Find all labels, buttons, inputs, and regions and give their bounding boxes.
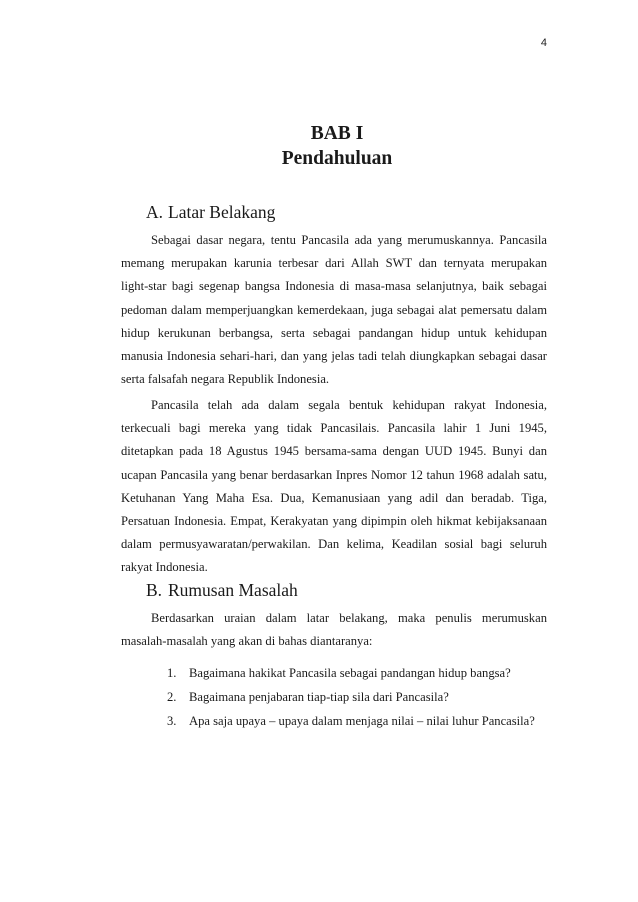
list-item — [167, 661, 535, 685]
paragraph-line: Sebagai dasar negara, tentu Pancasila ada yang merumuskannya. Pancasila — [151, 233, 547, 247]
section-a-heading — [146, 202, 275, 223]
chapter-heading — [0, 121, 638, 171]
list-text: Bagaimana penjabaran tiap-tiap sila dari Pancasila? — [189, 690, 449, 704]
paragraph-line: Ketuhanan Yang Maha Esa. Dua, Kemanusiaan yang adil dan beradab. Tiga, — [121, 490, 547, 505]
paragraph-line: dalam permusyawaratan/perwakilan. Dan kelima, Keadilan sosial bagi seluruh — [121, 537, 547, 552]
list-number: 3. — [167, 714, 177, 728]
section-b-letter: B. — [146, 580, 163, 600]
paragraph-line: ditetapkan pada 18 Agustus 1945 bersama-sama dengan UUD 1945. Bunyi dan — [121, 444, 547, 459]
section-a-paragraph-2 — [121, 394, 547, 580]
paragraph-line: Pancasila telah ada dalam segala bentuk kehidupan rakyat Indonesia, — [151, 398, 547, 412]
section-b-title: Rumusan Masalah — [168, 580, 298, 600]
paragraph-line: Persatuan Indonesia. Empat, Kerakyatan yang dipimpin oleh hikmat kebijaksanaan — [121, 514, 547, 529]
page-number: 4 — [540, 37, 547, 49]
problem-list — [167, 661, 535, 733]
section-b-paragraph — [121, 607, 547, 653]
section-a-title: Latar Belakang — [168, 202, 276, 222]
section-b-heading — [146, 580, 298, 601]
paragraph-line: light-star bagi segenap bangsa Indonesia di masa-masa selanjutnya, baik sebagai — [121, 279, 547, 294]
paragraph-line: serta falsafah negara Republik Indonesia. — [121, 372, 330, 387]
list-text: Apa saja upaya – upaya dalam menjaga nilai – nilai luhur Pancasila? — [189, 714, 535, 728]
paragraph-line: ucapan Pancasila yang benar berdasarkan Inpres Nomor 12 tahun 1968 adalah satu, — [121, 467, 547, 482]
chapter-label: BAB I — [310, 123, 364, 144]
paragraph-line: pedoman dalam memperjuangkan kemerdekaan, juga sebagai alat pemersatu dalam — [121, 302, 547, 317]
section-a-letter: A. — [146, 202, 164, 222]
list-text: Bagaimana hakikat Pancasila sebagai pandangan hidup bangsa? — [189, 666, 511, 680]
paragraph-line: memang merupakan karunia terbesar dari Allah SWT dan ternyata merupakan — [121, 256, 547, 271]
paragraph-line: hidup kerukunan berbangsa, serta sebagai pandangan hidup untuk kehidupan — [121, 325, 547, 340]
paragraph-line: rakyat Indonesia. — [121, 560, 208, 575]
chapter-title: Pendahuluan — [281, 148, 393, 169]
paragraph-line: manusia Indonesia sehari-hari, dan yang jelas tadi telah diungkapkan sebagai dasar — [121, 349, 547, 364]
list-number: 2. — [167, 690, 177, 704]
paragraph-line: masalah-masalah yang akan di bahas diantaranya: — [121, 634, 373, 649]
list-number: 1. — [167, 666, 177, 680]
paragraph-line: terkecuali bagi mereka yang tidak Pancasilais. Pancasila lahir 1 Juni 1945, — [121, 421, 547, 436]
paragraph-line: Berdasarkan uraian dalam latar belakang, maka penulis merumuskan — [151, 611, 547, 625]
list-item — [167, 685, 535, 709]
section-a-paragraph-1 — [121, 229, 547, 391]
list-item — [167, 709, 535, 733]
